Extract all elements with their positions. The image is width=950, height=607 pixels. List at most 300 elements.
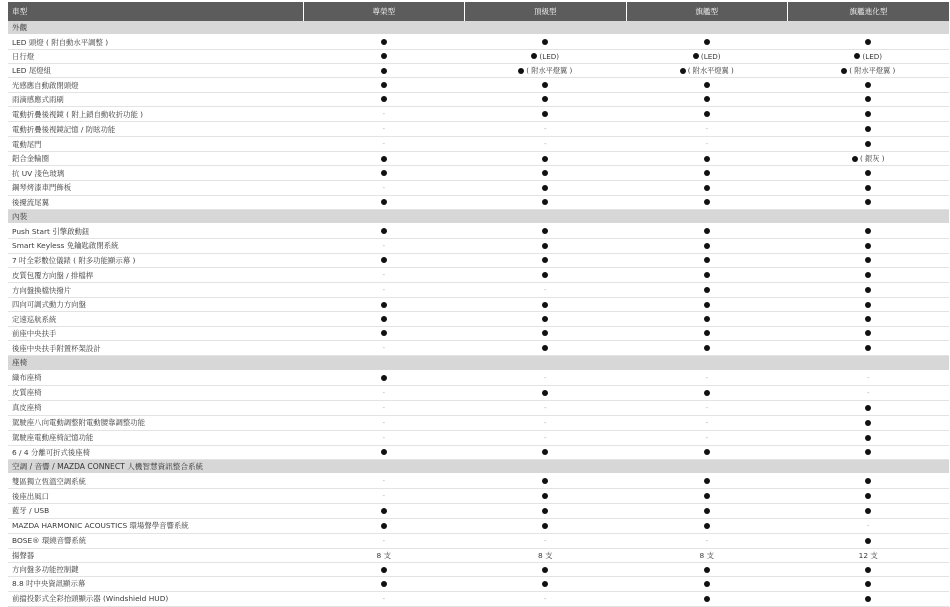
- table-row: [8, 49, 949, 63]
- bullet-dot-icon: [542, 185, 548, 191]
- table-row: [8, 195, 949, 209]
- trim-value-cell: [626, 224, 788, 238]
- trim-value-cell: [788, 562, 950, 576]
- not-available-dash: -: [382, 286, 386, 295]
- trim-value-cell: [788, 64, 950, 78]
- not-available-dash: -: [382, 418, 386, 427]
- bullet-dot-icon: [704, 257, 710, 263]
- table-row: [8, 400, 949, 415]
- bullet-dot-icon: [865, 39, 871, 45]
- bullet-dot-icon: [865, 199, 871, 205]
- header-trim-3: 旗艦型: [626, 2, 788, 21]
- trim-value-cell: [303, 298, 465, 312]
- bullet-dot-icon: [381, 375, 387, 381]
- trim-value-cell: [626, 49, 788, 63]
- trim-value-cell: [626, 298, 788, 312]
- bullet-dot-icon: [381, 228, 387, 234]
- trim-value-cell: [465, 224, 627, 238]
- bullet-dot-icon: [704, 272, 710, 278]
- trim-value-cell: [788, 341, 950, 356]
- bullet-dot-icon: [865, 141, 871, 147]
- trim-value-cell: [303, 326, 465, 340]
- table-row: [8, 518, 949, 533]
- bullet-dot-icon: [865, 111, 871, 117]
- not-available-dash: -: [382, 477, 386, 486]
- value-text: 12 支: [858, 550, 878, 560]
- trim-value-cell: [626, 312, 788, 326]
- trim-value-cell: [626, 445, 788, 459]
- value-text: 8 支: [376, 550, 391, 560]
- not-available-dash: -: [543, 418, 547, 427]
- bullet-dot-icon: [693, 53, 699, 59]
- not-available-dash: -: [705, 373, 709, 382]
- feature-label: 鋼琴烤漆車門飾板: [8, 180, 303, 195]
- not-available-dash: -: [382, 140, 386, 149]
- bullet-dot-icon: [542, 478, 548, 484]
- bullet-dot-icon: [542, 508, 548, 514]
- bullet-dot-icon: [381, 257, 387, 263]
- trim-value-cell: [788, 518, 950, 533]
- table-row: [8, 166, 949, 180]
- table-row: [8, 224, 949, 238]
- not-available-dash: -: [705, 125, 709, 134]
- trim-value-cell: [465, 92, 627, 106]
- bullet-dot-icon: [704, 96, 710, 102]
- bullet-dot-icon: [542, 170, 548, 176]
- not-available-dash: -: [705, 536, 709, 545]
- not-available-dash: -: [705, 403, 709, 412]
- not-available-dash: -: [543, 536, 547, 545]
- table-row: [8, 504, 949, 518]
- feature-label: 定速巡航系統: [8, 312, 303, 326]
- section-header-row: [8, 21, 949, 35]
- trim-value-cell: [465, 49, 627, 63]
- table-row: [8, 385, 949, 400]
- bullet-dot-icon: [381, 508, 387, 514]
- table-row: [8, 122, 949, 137]
- not-available-dash: -: [382, 403, 386, 412]
- bullet-dot-icon: [865, 257, 871, 263]
- bullet-dot-icon: [865, 493, 871, 499]
- bullet-dot-icon: [865, 228, 871, 234]
- bullet-dot-icon: [542, 330, 548, 336]
- trim-value-cell: [465, 504, 627, 518]
- trim-value-cell: [465, 35, 627, 49]
- not-available-dash: -: [382, 344, 386, 353]
- feature-label: 抗 UV 淺色玻璃: [8, 166, 303, 180]
- bullet-dot-icon: [704, 39, 710, 45]
- trim-value-cell: [788, 312, 950, 326]
- trim-value-cell: [626, 180, 788, 195]
- trim-value-cell: [788, 152, 950, 166]
- trim-value-cell: [303, 49, 465, 63]
- trim-value-cell: [465, 415, 627, 430]
- feature-label: 光感應自動啟閉頭燈: [8, 78, 303, 92]
- feature-label: 駕駛座電動座椅記憶功能: [8, 430, 303, 445]
- trim-value-cell: [303, 533, 465, 548]
- feature-label: MAZDA HARMONIC ACOUSTICS 環場聲學音響系統: [8, 518, 303, 533]
- bullet-dot-icon: [381, 96, 387, 102]
- feature-label: 皮質座椅: [8, 385, 303, 400]
- trim-value-cell: [626, 504, 788, 518]
- trim-value-cell: [626, 152, 788, 166]
- trim-value-cell: [788, 107, 950, 122]
- bullet-dot-icon: [865, 508, 871, 514]
- trim-value-cell: [465, 268, 627, 283]
- bullet-dot-icon: [704, 581, 710, 587]
- table-row: [8, 326, 949, 340]
- trim-value-cell: [465, 166, 627, 180]
- trim-value-cell: [303, 341, 465, 356]
- value-note: ( 附水平燈翼 ): [687, 66, 734, 76]
- bullet-dot-icon: [865, 316, 871, 322]
- feature-label: 電動尾門: [8, 137, 303, 152]
- trim-value-cell: [626, 137, 788, 152]
- bullet-dot-icon: [704, 508, 710, 514]
- bullet-dot-icon: [865, 272, 871, 278]
- bullet-dot-icon: [680, 68, 686, 74]
- value-note: (LED): [700, 51, 721, 61]
- trim-value-cell: [303, 238, 465, 253]
- feature-label: 雙區獨立恆溫空調系統: [8, 474, 303, 489]
- not-available-dash: -: [866, 373, 870, 382]
- header-trim-4: 旗艦進化型: [788, 2, 950, 21]
- bullet-dot-icon: [542, 96, 548, 102]
- not-available-dash: -: [382, 110, 386, 119]
- not-available-dash: -: [543, 594, 547, 603]
- value-note: ( 附水平燈翼 ): [849, 66, 896, 76]
- table-row: [8, 370, 949, 385]
- not-available-dash: -: [382, 241, 386, 250]
- trim-value-cell: [788, 474, 950, 489]
- feature-label: 後擾流尾翼: [8, 195, 303, 209]
- trim-value-cell: [465, 180, 627, 195]
- table-row: [8, 562, 949, 576]
- trim-value-cell: [303, 137, 465, 152]
- feature-label: 日行燈: [8, 49, 303, 63]
- trim-value-cell: [626, 562, 788, 576]
- bullet-dot-icon: [704, 478, 710, 484]
- trim-value-cell: [303, 385, 465, 400]
- trim-value-cell: [788, 283, 950, 298]
- trim-value-cell: [465, 577, 627, 591]
- feature-label: Push Start 引擎啟動鈕: [8, 224, 303, 238]
- bullet-dot-icon: [841, 68, 847, 74]
- bullet-dot-icon: [531, 53, 537, 59]
- value-note: ( 附水平燈翼 ): [526, 66, 573, 76]
- feature-label: LED 頭燈 ( 附自動水平調整 ): [8, 35, 303, 49]
- bullet-dot-icon: [381, 302, 387, 308]
- value-text: 8 支: [538, 550, 553, 560]
- bullet-dot-icon: [865, 345, 871, 351]
- bullet-dot-icon: [542, 228, 548, 234]
- bullet-dot-icon: [542, 39, 548, 45]
- trim-value-cell: [465, 152, 627, 166]
- trim-value-cell: [788, 298, 950, 312]
- bullet-dot-icon: [865, 170, 871, 176]
- trim-value-cell: [465, 370, 627, 385]
- bullet-dot-icon: [865, 82, 871, 88]
- trim-value-cell: [465, 64, 627, 78]
- spec-table-container: [8, 2, 949, 607]
- bullet-dot-icon: [381, 82, 387, 88]
- trim-value-cell: [465, 326, 627, 340]
- section-header-row: [8, 210, 949, 224]
- table-row: [8, 92, 949, 106]
- trim-value-cell: [303, 415, 465, 430]
- trim-value-cell: [626, 78, 788, 92]
- trim-value-cell: [788, 35, 950, 49]
- bullet-dot-icon: [704, 523, 710, 529]
- not-available-dash: -: [543, 403, 547, 412]
- bullet-dot-icon: [542, 199, 548, 205]
- bullet-dot-icon: [704, 302, 710, 308]
- bullet-dot-icon: [381, 449, 387, 455]
- trim-value-cell: [465, 312, 627, 326]
- trim-value-cell: [788, 385, 950, 400]
- bullet-dot-icon: [542, 111, 548, 117]
- trim-value-cell: [788, 78, 950, 92]
- trim-value-cell: [626, 268, 788, 283]
- feature-label: 鋁合金輪圈: [8, 152, 303, 166]
- not-available-dash: -: [543, 140, 547, 149]
- trim-value-cell: [626, 283, 788, 298]
- bullet-dot-icon: [704, 185, 710, 191]
- bullet-dot-icon: [381, 53, 387, 59]
- not-available-dash: -: [543, 373, 547, 382]
- trim-value-cell: [303, 577, 465, 591]
- spec-table: [8, 2, 949, 607]
- table-row: [8, 298, 949, 312]
- trim-value-cell: [626, 122, 788, 137]
- trim-value-cell: [788, 268, 950, 283]
- feature-label: 6 / 4 分離可折式後座椅: [8, 445, 303, 459]
- bullet-dot-icon: [542, 523, 548, 529]
- trim-value-cell: [626, 92, 788, 106]
- bullet-dot-icon: [518, 68, 524, 74]
- bullet-dot-icon: [865, 449, 871, 455]
- trim-value-cell: [303, 430, 465, 445]
- header-trim-2: 頂級型: [465, 2, 627, 21]
- table-row: [8, 137, 949, 152]
- section-title: 座椅: [8, 356, 949, 370]
- feature-label: 7 吋全彩數位儀錶 ( 附多功能顯示幕 ): [8, 253, 303, 267]
- not-available-dash: -: [382, 388, 386, 397]
- trim-value-cell: [303, 370, 465, 385]
- trim-value-cell: [303, 78, 465, 92]
- trim-value-cell: [303, 504, 465, 518]
- trim-value-cell: [465, 445, 627, 459]
- trim-value-cell: [626, 253, 788, 267]
- table-row: [8, 445, 949, 459]
- value-note: (LED): [862, 51, 883, 61]
- trim-value-cell: [465, 137, 627, 152]
- bullet-dot-icon: [381, 581, 387, 587]
- trim-value-cell: [626, 238, 788, 253]
- table-row: [8, 533, 949, 548]
- feature-label: 電動折疊後視鏡 ( 附上鎖自動收折功能 ): [8, 107, 303, 122]
- feature-label: 織布座椅: [8, 370, 303, 385]
- bullet-dot-icon: [704, 156, 710, 162]
- not-available-dash: -: [705, 140, 709, 149]
- trim-value-cell: [788, 504, 950, 518]
- bullet-dot-icon: [704, 345, 710, 351]
- trim-value-cell: [303, 283, 465, 298]
- bullet-dot-icon: [542, 243, 548, 249]
- bullet-dot-icon: [704, 493, 710, 499]
- trim-value-cell: [465, 548, 627, 562]
- table-row: [8, 474, 949, 489]
- trim-value-cell: [788, 92, 950, 106]
- bullet-dot-icon: [381, 316, 387, 322]
- not-available-dash: -: [543, 286, 547, 295]
- table-row: [8, 35, 949, 49]
- trim-value-cell: [788, 370, 950, 385]
- bullet-dot-icon: [704, 390, 710, 396]
- bullet-dot-icon: [865, 96, 871, 102]
- not-available-dash: -: [382, 594, 386, 603]
- bullet-dot-icon: [704, 567, 710, 573]
- table-body: [8, 21, 949, 606]
- bullet-dot-icon: [704, 170, 710, 176]
- trim-value-cell: [465, 107, 627, 122]
- table-row: [8, 489, 949, 504]
- trim-value-cell: [303, 64, 465, 78]
- section-header-row: [8, 356, 949, 370]
- bullet-dot-icon: [704, 449, 710, 455]
- trim-value-cell: [303, 562, 465, 576]
- trim-value-cell: [788, 415, 950, 430]
- trim-value-cell: [788, 400, 950, 415]
- table-row: [8, 548, 949, 562]
- bullet-dot-icon: [704, 330, 710, 336]
- trim-value-cell: [788, 180, 950, 195]
- feature-label: 方向盤換檔快撥片: [8, 283, 303, 298]
- bullet-dot-icon: [381, 156, 387, 162]
- trim-value-cell: [626, 385, 788, 400]
- bullet-dot-icon: [542, 493, 548, 499]
- bullet-dot-icon: [865, 287, 871, 293]
- table-row: [8, 64, 949, 78]
- feature-label: BOSE® 環繞音響系統: [8, 533, 303, 548]
- bullet-dot-icon: [854, 53, 860, 59]
- trim-value-cell: [788, 445, 950, 459]
- feature-label: 8.8 吋中央資訊顯示幕: [8, 577, 303, 591]
- trim-value-cell: [626, 474, 788, 489]
- trim-value-cell: [303, 518, 465, 533]
- trim-value-cell: [465, 385, 627, 400]
- trim-value-cell: [788, 122, 950, 137]
- trim-value-cell: [626, 533, 788, 548]
- not-available-dash: -: [382, 492, 386, 501]
- trim-value-cell: [465, 518, 627, 533]
- bullet-dot-icon: [852, 156, 858, 162]
- not-available-dash: -: [705, 433, 709, 442]
- trim-value-cell: [465, 78, 627, 92]
- not-available-dash: -: [382, 271, 386, 280]
- table-row: [8, 283, 949, 298]
- trim-value-cell: [788, 326, 950, 340]
- bullet-dot-icon: [381, 330, 387, 336]
- table-row: [8, 430, 949, 445]
- not-available-dash: -: [382, 183, 386, 192]
- trim-value-cell: [626, 64, 788, 78]
- bullet-dot-icon: [381, 567, 387, 573]
- trim-value-cell: [465, 489, 627, 504]
- feature-label: 四向可調式動力方向盤: [8, 298, 303, 312]
- feature-label: 雨滴感應式雨刷: [8, 92, 303, 106]
- bullet-dot-icon: [865, 435, 871, 441]
- section-title: 空調 / 音響 / MAZDA CONNECT 人機智慧資訊整合系統: [8, 459, 949, 473]
- trim-value-cell: [788, 166, 950, 180]
- feature-label: 方向盤多功能控制鍵: [8, 562, 303, 576]
- trim-value-cell: [465, 562, 627, 576]
- not-available-dash: -: [543, 433, 547, 442]
- not-available-dash: -: [705, 418, 709, 427]
- trim-value-cell: [303, 474, 465, 489]
- bullet-dot-icon: [704, 111, 710, 117]
- section-title: 外觀: [8, 21, 949, 35]
- feature-label: 駕駛座八向電動調整附電動腰靠調整功能: [8, 415, 303, 430]
- trim-value-cell: [465, 430, 627, 445]
- trim-value-cell: [626, 591, 788, 606]
- trim-value-cell: [303, 312, 465, 326]
- table-row: [8, 312, 949, 326]
- table-row: [8, 577, 949, 591]
- trim-value-cell: [626, 400, 788, 415]
- trim-value-cell: [788, 430, 950, 445]
- table-row: [8, 268, 949, 283]
- trim-value-cell: [465, 298, 627, 312]
- header-trim-1: 尊榮型: [303, 2, 465, 21]
- trim-value-cell: [626, 577, 788, 591]
- bullet-dot-icon: [381, 68, 387, 74]
- bullet-dot-icon: [542, 156, 548, 162]
- trim-value-cell: [303, 268, 465, 283]
- trim-value-cell: [303, 122, 465, 137]
- feature-label: 前座中央扶手: [8, 326, 303, 340]
- trim-value-cell: [626, 489, 788, 504]
- table-row: [8, 107, 949, 122]
- value-note: (LED): [539, 51, 560, 61]
- bullet-dot-icon: [704, 199, 710, 205]
- not-available-dash: -: [382, 125, 386, 134]
- trim-value-cell: [626, 166, 788, 180]
- bullet-dot-icon: [542, 390, 548, 396]
- bullet-dot-icon: [865, 185, 871, 191]
- bullet-dot-icon: [542, 82, 548, 88]
- trim-value-cell: [303, 591, 465, 606]
- value-note: ( 銀灰 ): [859, 154, 885, 164]
- feature-label: LED 尾燈組: [8, 64, 303, 78]
- trim-value-cell: [465, 122, 627, 137]
- table-row: [8, 591, 949, 606]
- trim-value-cell: [465, 533, 627, 548]
- trim-value-cell: [626, 370, 788, 385]
- trim-value-cell: [465, 341, 627, 356]
- trim-value-cell: [626, 415, 788, 430]
- bullet-dot-icon: [542, 272, 548, 278]
- table-row: [8, 78, 949, 92]
- bullet-dot-icon: [381, 39, 387, 45]
- bullet-dot-icon: [542, 581, 548, 587]
- feature-label: 後座出風口: [8, 489, 303, 504]
- trim-value-cell: [303, 180, 465, 195]
- trim-value-cell: [303, 107, 465, 122]
- bullet-dot-icon: [704, 82, 710, 88]
- table-row: [8, 253, 949, 267]
- feature-label: 揚聲器: [8, 548, 303, 562]
